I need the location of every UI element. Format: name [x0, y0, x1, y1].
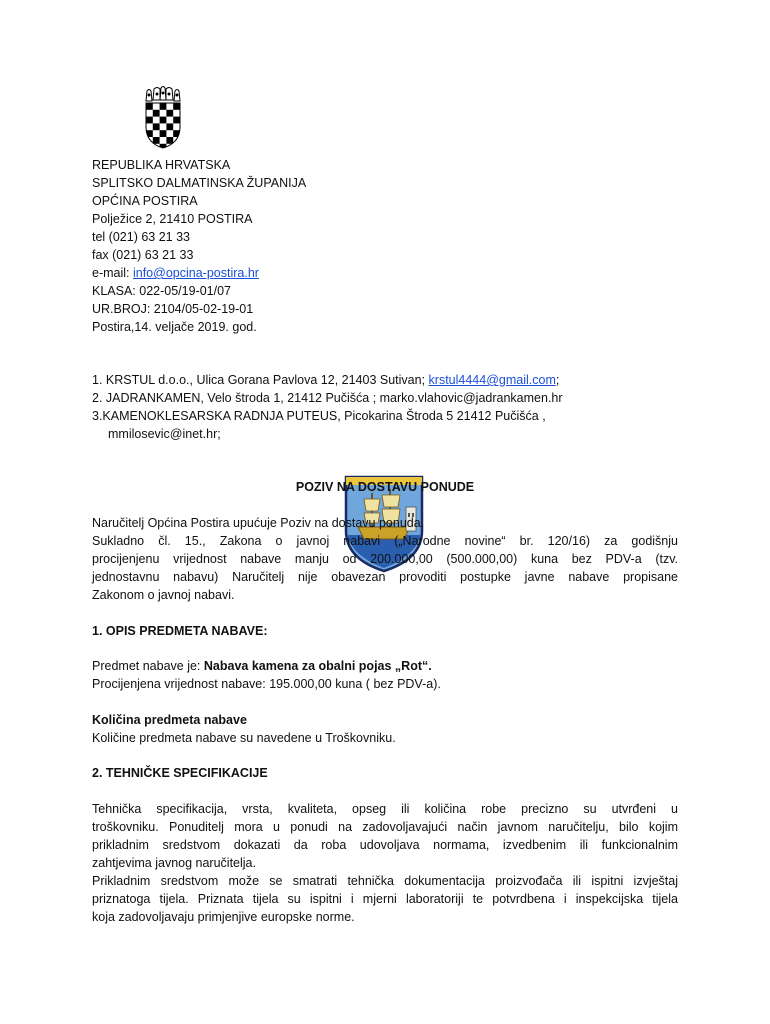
- section-2-heading: 2. TEHNIČKE SPECIFIKACIJE: [92, 766, 268, 780]
- spec-p1-line-2: troškovniku. Ponuditelj mora u ponudi na zadovoljavajući način javnom naručitelju, bilo kojim: [92, 820, 678, 834]
- intro-line-2: Sukladno čl. 15., Zakona o javnoj nabavi („Narodne novine“ br. 120/16) za godišnju: [92, 534, 678, 548]
- municipality-name: OPĆINA POSTIRA: [92, 194, 198, 208]
- spec-p1-line-4: zahtjevima javnog naručitelja.: [92, 856, 256, 870]
- email-line: [92, 264, 259, 282]
- telephone: tel (021) 63 21 33: [92, 230, 190, 244]
- quantity-text: Količine predmeta nabave su navedene u Troškovniku.: [92, 731, 396, 745]
- document-title: POZIV NA DOSTAVU PONUDE: [295, 480, 475, 494]
- spec-p1-line-3: prikladnim sredstvom dokazati da roba udovoljava normama, izvedbenim ili funkcionalnim: [92, 838, 678, 852]
- email-label: e-mail:: [92, 266, 133, 280]
- recipient-3: 3.KAMENOKLESARSKA RADNJA PUTEUS, Picokarina Štroda 5 21412 Pučišća ,: [92, 409, 546, 423]
- recipient-1-text: 1. KRSTUL d.o.o., Ulica Gorana Pavlova 12, 21403 Sutivan;: [92, 373, 429, 387]
- recipient-3-email: mmilosevic@inet.hr;: [108, 427, 221, 441]
- intro-line-4: jednostavnu nabavu) Naručitelj nije obavezan provoditi postupke javne nabave propisane: [92, 570, 678, 584]
- estimated-value: Procijenjena vrijednost nabave: 195.000,00 kuna ( bez PDV-a).: [92, 677, 441, 691]
- urbroj: UR.BROJ: 2104/05-02-19-01: [92, 302, 254, 316]
- spec-p2-line-2: priznatoga tijela. Priznata tijela su ispitni i mjerni laboratoriji te potvrdbena i inspekcijska tijela: [92, 892, 678, 906]
- intro-line-3: procijenjenu vrijednost nabave manju od 200.000,00 (500.000,00) kuna bez PDV-a (tzv.: [92, 552, 678, 566]
- fax: fax (021) 63 21 33: [92, 248, 194, 262]
- address: Polježice 2, 21410 POSTIRA: [92, 212, 253, 226]
- recipient-2: 2. JADRANKAMEN, Velo štroda 1, 21412 Pučišća ; marko.vlahovic@jadrankamen.hr: [92, 391, 563, 405]
- subject-label: Predmet nabave je:: [92, 659, 204, 673]
- recipient-1-email-link[interactable]: krstul4444@gmail.com: [428, 373, 556, 387]
- document-date: Postira,14. veljače 2019. god.: [92, 320, 257, 334]
- intro-line-5: Zakonom o javnoj nabavi.: [92, 588, 235, 602]
- country-name: REPUBLIKA HRVATSKA: [92, 158, 231, 172]
- county-name: SPLITSKO DALMATINSKA ŽUPANIJA: [92, 176, 307, 190]
- klasa: KLASA: 022-05/19-01/07: [92, 284, 231, 298]
- recipient-1: [92, 371, 559, 389]
- email-link[interactable]: info@opcina-postira.hr: [132, 266, 259, 280]
- spec-p1-line-1: Tehnička specifikacija, vrsta, kvaliteta, opseg ili količina robe precizno su utvrđeni u: [92, 802, 678, 816]
- section-1-heading: 1. OPIS PREDMETA NABAVE:: [92, 624, 268, 638]
- croatian-coat-of-arms-icon: [143, 85, 183, 149]
- quantity-heading: Količina predmeta nabave: [92, 713, 247, 727]
- subject-line: [92, 657, 432, 675]
- recipient-1-end: ;: [555, 373, 560, 387]
- intro-line-1: Naručitelj Općina Postira upućuje Poziv na dostavu ponuda.: [92, 516, 425, 530]
- subject-value: Nabava kamena za obalni pojas „Rot“.: [203, 659, 432, 673]
- spec-p2-line-3: koja zadovoljavaju primjenjive europske norme.: [92, 910, 355, 924]
- spec-p2-line-1: Prikladnim sredstvom može se smatrati tehnička dokumentacija proizvođača ili ispitni izvještaj: [92, 874, 678, 888]
